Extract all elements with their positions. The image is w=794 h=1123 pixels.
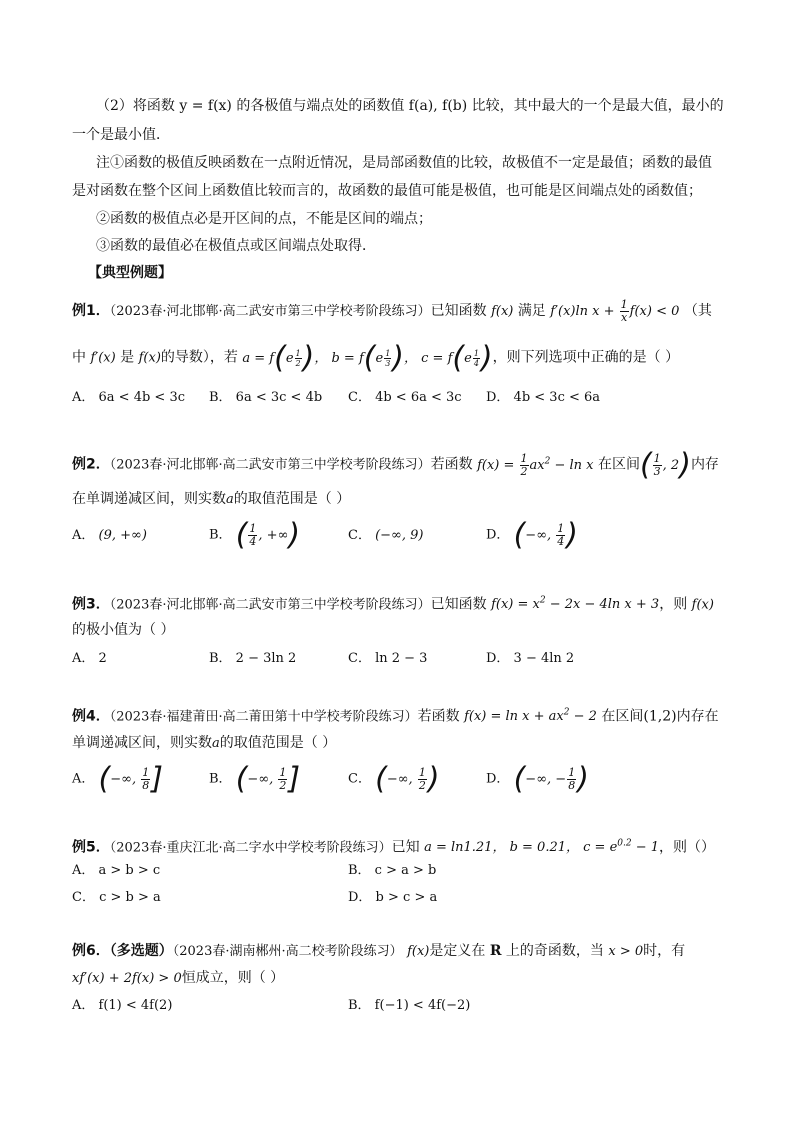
option-a[interactable]: A． (−∞, $\frac{1}{8}$ ] [72, 761, 163, 796]
example-3-line-2 [72, 620, 732, 640]
math-expression: f(x) [138, 350, 161, 366]
math-expression: f(x) [407, 944, 430, 959]
example-2-line-2 [72, 489, 732, 510]
example-label: 例6． [72, 943, 110, 959]
example-source: （2023春·河北邯郸·高二武安市第三中学校考阶段练习） [109, 457, 431, 473]
option-a[interactable]: A． a > b > c [72, 863, 161, 878]
math-expression: ( $\frac{1}{3}$ , 2) [639, 447, 691, 482]
option-c[interactable]: C． ln 2 − 3 [348, 651, 428, 666]
stem-text: 上的奇函数，当 [505, 943, 604, 959]
stem-text: 已知函数 [430, 303, 487, 319]
option-c[interactable]: C． (−∞, $\frac{1}{2}$ ) [348, 761, 440, 796]
math-expression: xf′(x) + 2f(x) > 0 [72, 971, 182, 986]
stem-text: 的导数），若 [160, 349, 238, 366]
stem-text: 是 [120, 349, 135, 366]
math-expression: x > 0 [608, 944, 644, 959]
option-a[interactable]: A． f(1) < 4f(2) [72, 998, 173, 1013]
example-label: 例3． [72, 596, 110, 613]
option-d[interactable]: D． (−∞, − $\frac{1}{8}$ ) [486, 761, 589, 796]
example-tag: （多选题） [109, 943, 173, 959]
example-source: （2023春·湖南郴州·高二校考阶段练习） [172, 944, 403, 959]
option-c[interactable]: C． 4b < 6a < 3c [348, 390, 462, 405]
example-1-line-2 [72, 340, 732, 375]
stem-text: 若函数 [417, 708, 460, 725]
math-expression: $f(x) = x^2 - 2x - 4\ln$ x + 3 [491, 596, 660, 613]
option-c[interactable]: C． (−∞, 9) [348, 528, 424, 543]
example-label: 例5． [72, 839, 110, 856]
math-expression: f′(x)ln x + $\frac{1}{x}$ f(x) < 0 [550, 298, 680, 324]
stem-text: 是定义在 [429, 943, 486, 959]
section-title: 【典型例题】 [88, 265, 172, 281]
stem-text: 在区间 [597, 456, 640, 473]
option-c[interactable]: C． c > b > a [72, 890, 161, 905]
stem-text: 的极小值为（ ） [72, 622, 175, 638]
stem-text: （其 [683, 303, 712, 319]
stem-text: ，则 [659, 596, 688, 613]
math-expression: f(x) = $\frac{1}{2}$ $ax^2 - \ln x$ [477, 451, 594, 478]
math-expression: f(x) [491, 304, 514, 319]
option-b[interactable]: B． 2 − 3ln 2 [209, 651, 297, 666]
note-line-3: ②函数的极值点必是开区间的点，不能是区间的端点； [96, 211, 432, 227]
stem-text: 在区间(1,2)内存在 [601, 708, 719, 725]
option-d[interactable]: D． 4b < 3c < 6a [486, 390, 601, 405]
option-b[interactable]: B． ( $\frac{1}{4}$ , +∞) [209, 517, 301, 552]
option-a[interactable]: A． 6a < 4b < 3c [72, 390, 186, 405]
stem-text: 的取值范围是（ ） [219, 735, 337, 751]
example-5-line-1 [72, 834, 732, 858]
option-b[interactable]: B． (−∞, $\frac{1}{2}$ ] [209, 761, 301, 796]
math-expression: f′(x) [90, 350, 116, 366]
example-2-line-1 [72, 447, 732, 482]
option-d[interactable]: D． 3 − 4ln 2 [486, 651, 575, 666]
example-label: 例2． [72, 456, 110, 473]
stem-text: ，则下列选项中正确的是（ ） [492, 349, 680, 366]
note-line-4: ③函数的最值必在极值点或区间端点处取得． [96, 238, 376, 254]
math-expression: f(x) [691, 597, 714, 613]
stem-text: 时，有 [643, 943, 686, 959]
example-3-line-1 [72, 591, 732, 615]
example-4-line-2 [72, 733, 732, 754]
option-a[interactable]: A． (9, +∞) [72, 528, 147, 543]
example-label: 例1． [72, 303, 110, 319]
stem-text: 若函数 [430, 456, 473, 473]
option-b[interactable]: B． 6a < 3c < 4b [209, 390, 323, 405]
option-a[interactable]: A． 2 [72, 651, 107, 666]
example-source: （2023春·重庆江北·高二字水中学校考阶段练习） [109, 840, 392, 856]
set-symbol: R [489, 943, 502, 959]
stem-text: 内存 [690, 456, 719, 473]
note-line-1: 注①函数的极值反映函数在一点附近情况，是局部函数值的比较，故极值不一定是最值；函数的最值 [96, 155, 712, 171]
stem-text: 已知函数 [430, 596, 487, 613]
option-b[interactable]: B． f(−1) < 4f(−2) [348, 998, 471, 1013]
example-6-line-1 [72, 941, 732, 962]
math-expression: $f(x) = \ln x + ax^2 - 2$ [464, 708, 597, 725]
example-4-line-1 [72, 703, 732, 727]
option-d[interactable]: D． b > c > a [348, 890, 438, 905]
stem-text: 在单调递减区间，则实数 [72, 491, 226, 507]
note-line-2: 是对函数在整个区间上函数值比较而言的，故函数的最值可能是极值，也可能是区间端点处的函数值； [72, 183, 702, 199]
math-expression: a [226, 492, 234, 507]
stem-text: 满足 [517, 303, 546, 319]
example-6-line-2 [72, 968, 732, 989]
intro-line-1: （2）将函数 y = f(x) 的各极值与端点处的函数值 f(a), f(b) 比较，其中最大的一个是最大值，最小的 [96, 98, 724, 114]
math-expression: a = f(e $\frac{1}{2}$ )， b = f(e $\frac{1}{3}$ )， c = f(e $\frac{1}{4}$ ) [242, 340, 493, 375]
example-label: 例4． [72, 708, 110, 725]
example-1-line-1 [72, 299, 732, 324]
option-d[interactable]: D． (−∞, $\frac{1}{4}$ ) [486, 517, 579, 552]
stem-text: 已知 [391, 839, 420, 856]
example-source: （2023春·河北邯郸·高二武安市第三中学校考阶段练习） [109, 597, 431, 613]
intro-line-2: 一个是最小值． [72, 127, 170, 143]
example-source: （2023春·河北邯郸·高二武安市第三中学校考阶段练习） [109, 304, 431, 319]
stem-text: 中 [72, 349, 86, 366]
example-source: （2023春·福建莆田·高二莆田第十中学校考阶段练习） [109, 709, 418, 725]
stem-text: 单调递减区间，则实数 [72, 735, 212, 751]
math-expression: a = ln1.21， b = 0.21， $c = e^{0.2} - 1$ [424, 839, 660, 856]
option-b[interactable]: B． c > a > b [348, 863, 437, 878]
math-expression: a [212, 736, 220, 751]
stem-text: 的取值范围是（ ） [233, 491, 351, 507]
stem-text: ，则（） [659, 839, 716, 856]
stem-text: 恒成立，则（ ） [181, 970, 285, 986]
